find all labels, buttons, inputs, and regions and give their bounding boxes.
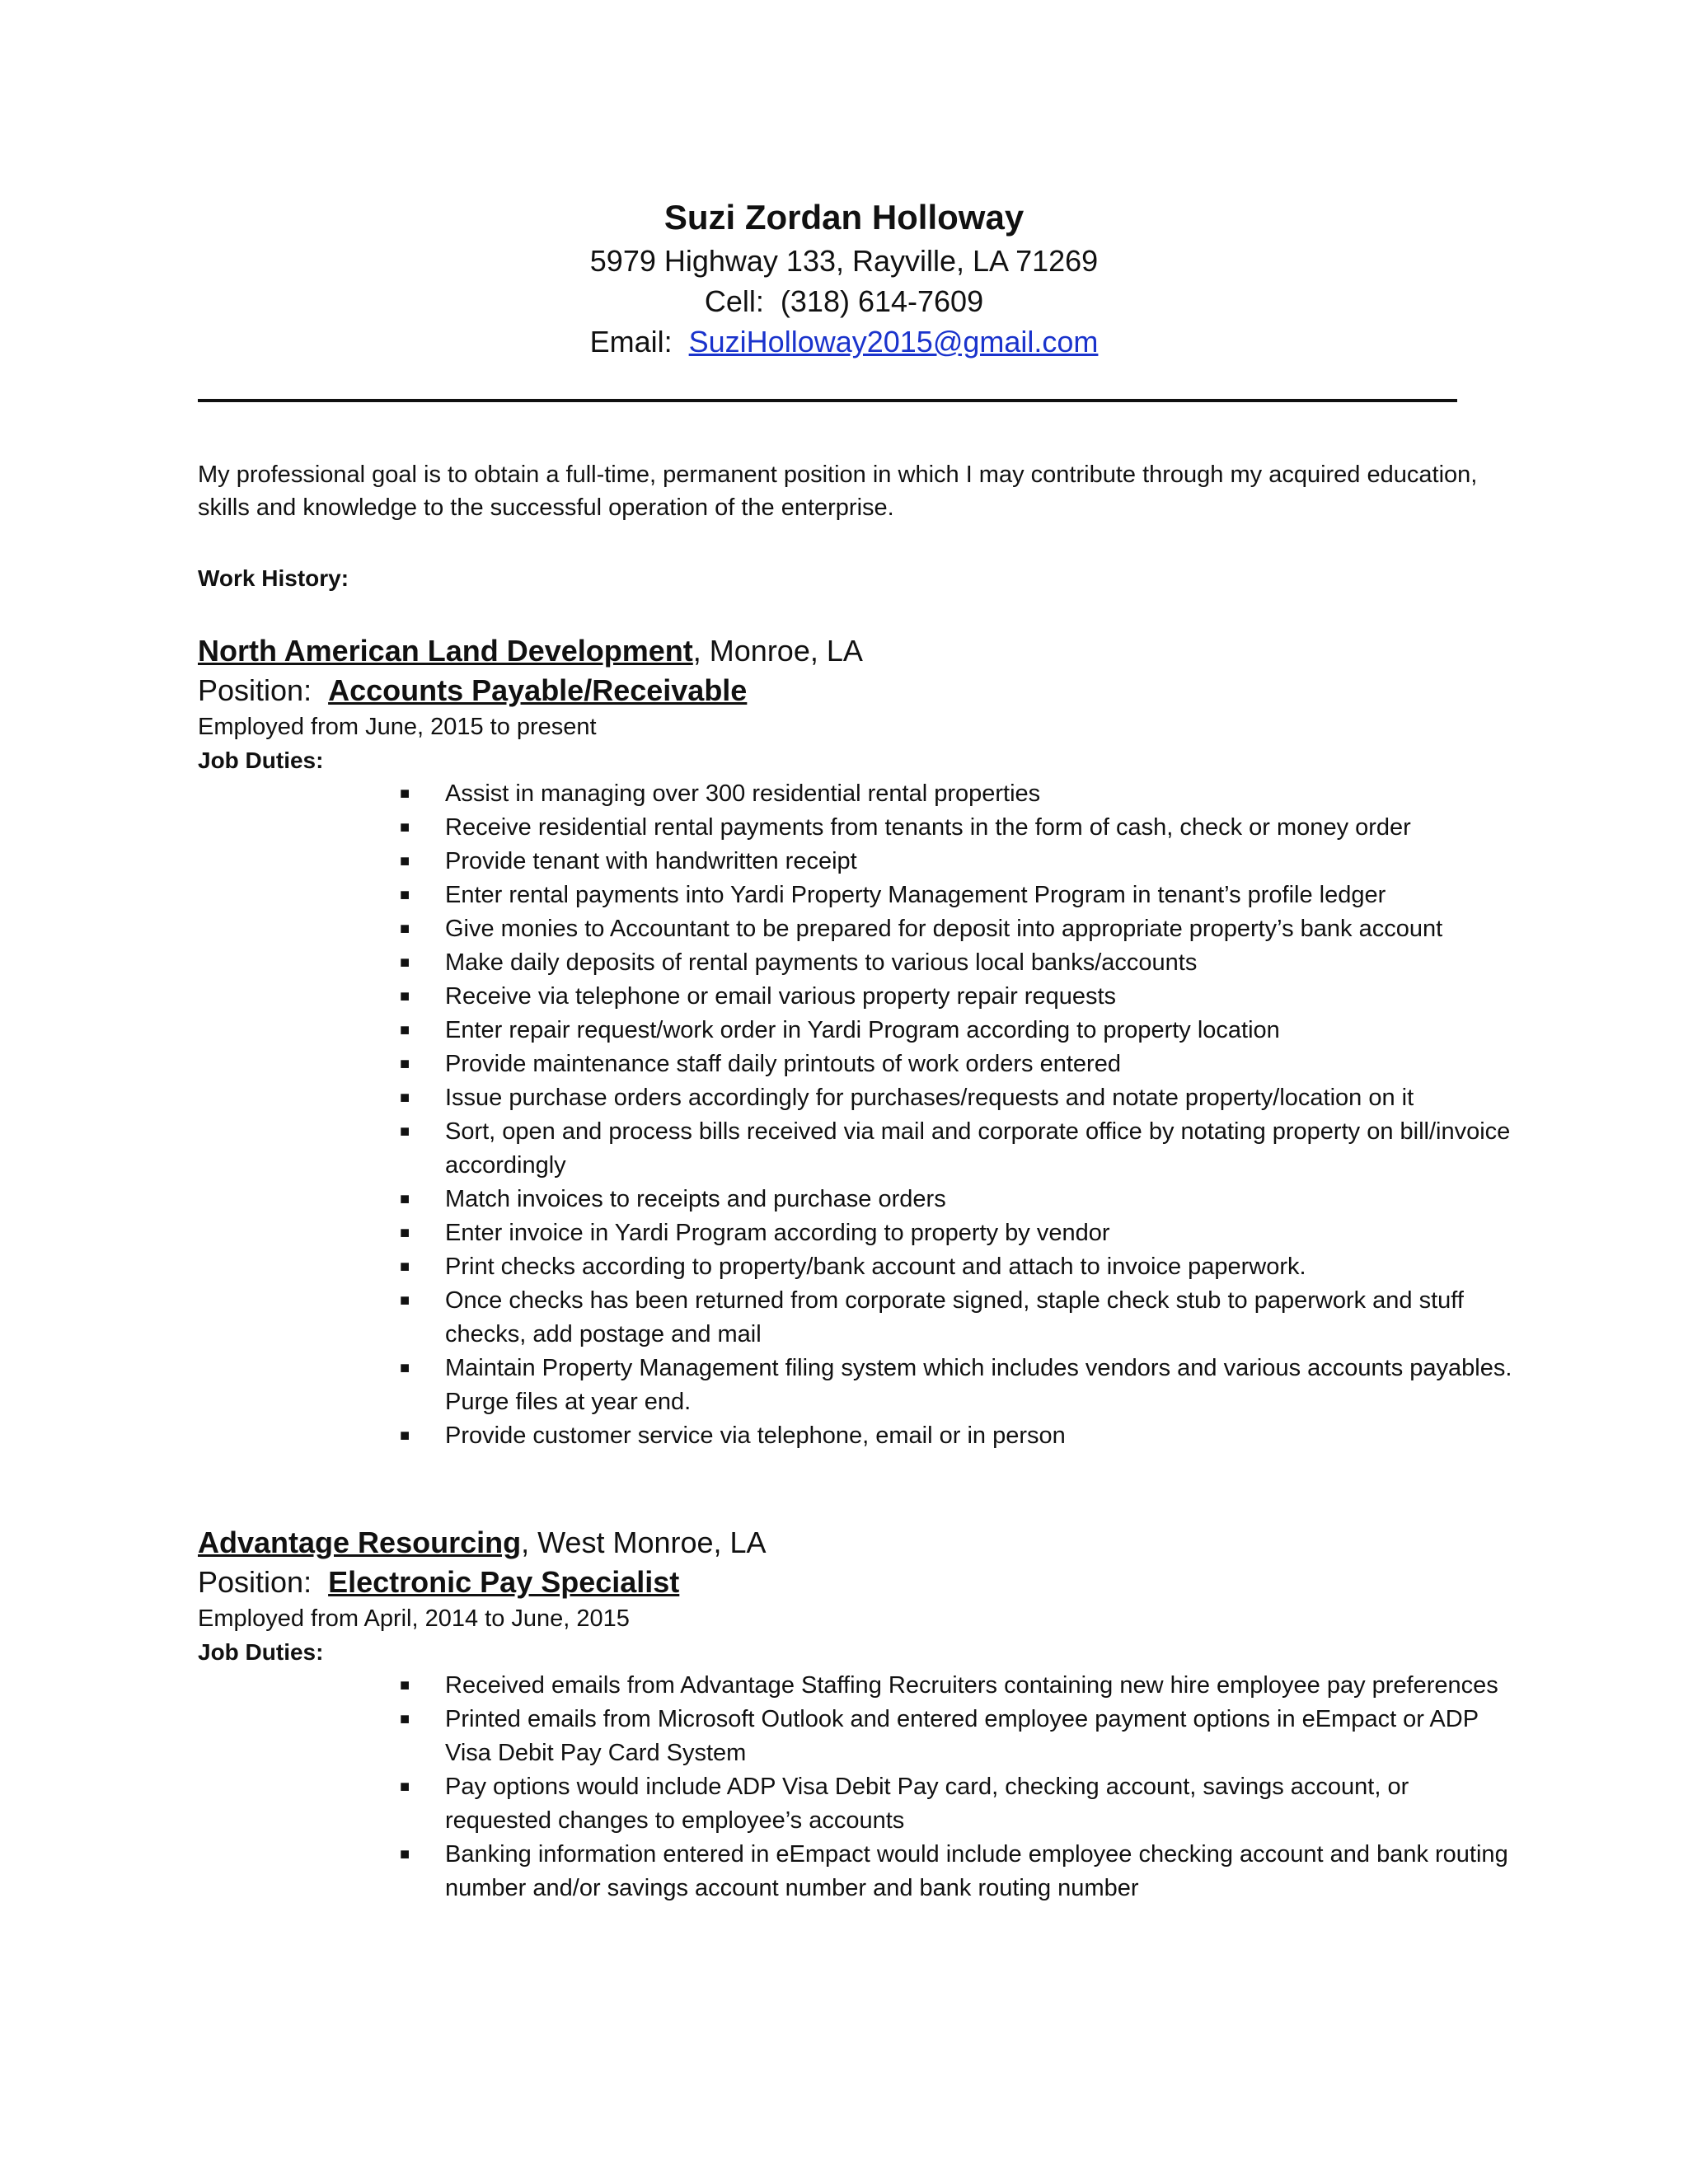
candidate-name: Suzi Zordan Holloway: [663, 198, 1025, 237]
position-title: Accounts Payable/Receivable: [328, 673, 748, 707]
email-link[interactable]: SuziHolloway2015@gmail.com: [688, 325, 1099, 359]
list-item: ■ Enter invoice in Yardi Program according to property by vendor: [445, 1216, 1517, 1250]
square-bullet-icon: ■: [400, 1122, 410, 1141]
list-item: ■ Pay options would include ADP Visa Debit Pay card, checking account, savings account, or requested changes to employee’s accounts: [445, 1770, 1517, 1838]
square-bullet-icon: ■: [400, 785, 410, 803]
square-bullet-icon: ■: [400, 1359, 410, 1377]
square-bullet-icon: ■: [400, 1845, 410, 1863]
job-duties-label: Job Duties:: [198, 1639, 324, 1665]
list-item: ■ Print checks according to property/bank account and attach to invoice paperwork.: [445, 1250, 1517, 1284]
square-bullet-icon: ■: [400, 1021, 410, 1039]
job-duties-list: [198, 777, 1517, 1453]
job-duties-label: Job Duties:: [198, 748, 324, 773]
list-item: ■ Provide tenant with handwritten receipt: [445, 845, 1517, 879]
list-item: ■ Receive via telephone or email various property repair requests: [445, 980, 1517, 1014]
square-bullet-icon: ■: [400, 852, 410, 870]
list-item: ■ Provide maintenance staff daily printouts of work orders entered: [445, 1047, 1517, 1081]
list-item: ■ Enter repair request/work order in Yardi Program according to property location: [445, 1014, 1517, 1047]
resume-header: [0, 194, 1688, 362]
list-item: ■ Received emails from Advantage Staffing Recruiters containing new hire employee pay preferences: [445, 1669, 1517, 1703]
company-location: , West Monroe, LA: [521, 1526, 767, 1559]
list-item: ■ Give monies to Accountant to be prepared for deposit into appropriate property’s bank account: [445, 912, 1517, 946]
position-label: Position:: [198, 1565, 312, 1599]
square-bullet-icon: ■: [400, 920, 410, 938]
list-item: ■ Banking information entered in eEmpact would include employee checking account and bank routing number and/or savings account number and bank routing number: [445, 1838, 1517, 1905]
company-name: Advantage Resourcing: [198, 1526, 522, 1559]
objective-statement: My professional goal is to obtain a full-time, permanent position in which I may contribute through my acquired education, skills and knowledge to the successful operation of the enterprise.: [198, 462, 1478, 521]
email-line: [0, 321, 1688, 362]
square-bullet-icon: ■: [400, 818, 410, 837]
square-bullet-icon: ■: [400, 1089, 410, 1107]
position-label: Position:: [198, 673, 312, 707]
square-bullet-icon: ■: [400, 886, 410, 904]
header-divider: [198, 399, 1457, 402]
square-bullet-icon: ■: [400, 954, 410, 972]
list-item: ■ Match invoices to receipts and purchase orders: [445, 1183, 1517, 1216]
list-item: ■ Assist in managing over 300 residential rental properties: [445, 777, 1517, 811]
list-item: ■ Sort, open and process bills received via mail and corporate office by notating property on bill/invoice accordingly: [445, 1115, 1517, 1183]
list-item: ■ Once checks has been returned from corporate signed, staple check stub to paperwork and stuff checks, add postage and mail: [445, 1284, 1517, 1352]
list-item: ■ Printed emails from Microsoft Outlook and entered employee payment options in eEmpact or ADP Visa Debit Pay Card System: [445, 1703, 1517, 1770]
company-name: North American Land Development: [198, 634, 693, 668]
position-line: [198, 671, 1533, 710]
employment-dates: Employed from June, 2015 to present: [198, 714, 597, 740]
square-bullet-icon: ■: [400, 1427, 410, 1445]
square-bullet-icon: ■: [400, 1190, 410, 1208]
square-bullet-icon: ■: [400, 1676, 410, 1694]
square-bullet-icon: ■: [400, 987, 410, 1005]
list-item: ■ Make daily deposits of rental payments to various local banks/accounts: [445, 946, 1517, 980]
job-duties-list: [198, 1669, 1517, 1905]
square-bullet-icon: ■: [400, 1710, 410, 1728]
job-entry: [198, 1523, 1533, 1905]
square-bullet-icon: ■: [400, 1055, 410, 1073]
company-line: [198, 631, 1533, 671]
cell-label: Cell:: [704, 284, 764, 318]
cell-number: (318) 614-7609: [780, 284, 984, 318]
email-label: Email:: [589, 325, 673, 359]
list-item: ■ Issue purchase orders accordingly for purchases/requests and notate property/location on it: [445, 1081, 1517, 1115]
square-bullet-icon: ■: [400, 1778, 410, 1796]
position-title: Electronic Pay Specialist: [328, 1565, 680, 1599]
list-item: ■ Provide customer service via telephone, email or in person: [445, 1419, 1517, 1453]
employment-dates: Employed from April, 2014 to June, 2015: [198, 1605, 630, 1632]
square-bullet-icon: ■: [400, 1291, 410, 1310]
list-item: ■ Maintain Property Management filing system which includes vendors and various accounts payables. Purge files at year end.: [445, 1352, 1517, 1419]
square-bullet-icon: ■: [400, 1258, 410, 1276]
position-line: [198, 1563, 1533, 1602]
list-item: ■ Enter rental payments into Yardi Property Management Program in tenant’s profile ledger: [445, 879, 1517, 912]
square-bullet-icon: ■: [400, 1224, 410, 1242]
cell-line: [0, 281, 1688, 321]
company-location: , Monroe, LA: [692, 634, 863, 668]
work-history-heading: Work History:: [198, 565, 349, 591]
company-line: [198, 1523, 1533, 1563]
list-item: ■ Receive residential rental payments from tenants in the form of cash, check or money order: [445, 811, 1517, 845]
address: 5979 Highway 133, Rayville, LA 71269: [589, 244, 1099, 278]
job-entry: [198, 631, 1533, 1453]
